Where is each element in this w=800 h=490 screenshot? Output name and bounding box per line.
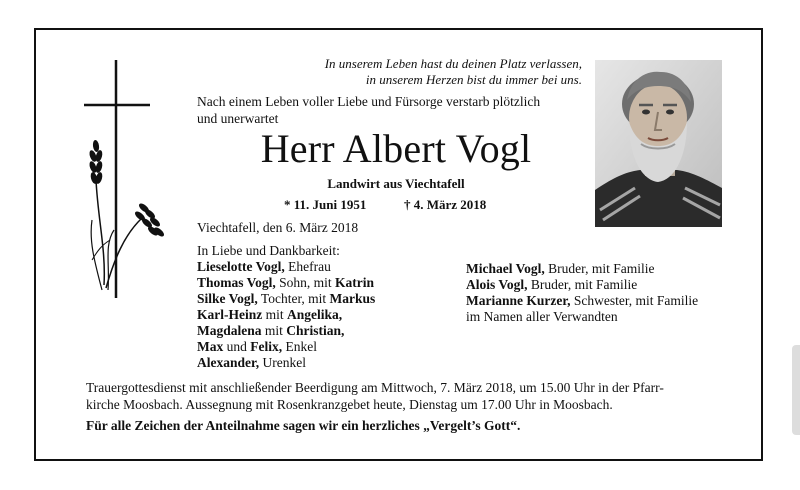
service-info xyxy=(86,379,722,413)
mourner-row xyxy=(197,275,375,291)
mourner-name: Lieselotte Vogl, xyxy=(197,259,285,274)
greeting: In Liebe und Dankbarkeit: xyxy=(197,243,340,258)
occupation: Landwirt aus Viechtafell xyxy=(327,176,465,191)
mourner-relation: Bruder, mit Familie xyxy=(544,261,655,276)
birth-date: * 11. Juni 1951 xyxy=(284,197,367,212)
mourner-name: Max xyxy=(197,339,224,354)
mourner-name: Alois Vogl, xyxy=(466,277,528,292)
deceased-name: Herr Albert Vogl xyxy=(260,126,532,171)
verse-line: In unserem Leben hast du deinen Platz verlassen, xyxy=(324,56,582,71)
death-date: † 4. März 2018 xyxy=(404,197,487,212)
mourner-row xyxy=(466,309,698,325)
mourners-right xyxy=(466,261,698,325)
mourners-left xyxy=(197,259,375,371)
mourner-relation: Schwester, mit Familie xyxy=(570,293,699,308)
mourner-name: Angelika, xyxy=(287,307,343,322)
service-line: Trauergottesdienst mit anschließender Beerdigung am Mittwoch, 7. März 2018, um 15.00 Uhr in der Pfarr- xyxy=(86,380,664,395)
mourner-row xyxy=(197,259,375,275)
obituary-notice xyxy=(34,28,763,461)
mourner-relation: Ehefrau xyxy=(284,259,331,274)
mourner-row xyxy=(197,339,375,355)
mourner-name: Felix, xyxy=(250,339,283,354)
verse-line: in unserem Herzen bist du immer bei uns. xyxy=(365,72,582,87)
mourner-relation: im Namen aller Verwandten xyxy=(466,309,618,324)
mourner-row xyxy=(466,293,698,309)
mourner-row xyxy=(197,323,375,339)
mourner-row xyxy=(466,261,698,277)
mourner-row xyxy=(197,291,375,307)
mourner-name: Silke Vogl, xyxy=(197,291,258,306)
service-line: kirche Moosbach. Aussegnung mit Rosenkranzgebet heute, Dienstag um 17.00 Uhr in Moosbach. xyxy=(86,397,613,412)
mourner-row xyxy=(197,307,375,323)
place-date: Viechtafell, den 6. März 2018 xyxy=(197,220,359,235)
scrollbar-edge[interactable] xyxy=(792,345,800,435)
intro-text xyxy=(197,93,597,127)
mourner-name: Katrin xyxy=(335,275,375,290)
intro-line: Nach einem Leben voller Liebe und Fürsorge verstarb plötzlich xyxy=(197,94,541,109)
mourner-name: Alexander, xyxy=(197,355,260,370)
mourner-name: Thomas Vogl, xyxy=(197,275,276,290)
mourner-relation: und xyxy=(223,339,251,354)
verse xyxy=(282,56,582,88)
mourner-relation: Sohn, mit xyxy=(275,275,336,290)
cross-with-wheat-icon xyxy=(84,60,164,300)
mourner-name: Michael Vogl, xyxy=(466,261,545,276)
mourner-name: Markus xyxy=(329,291,376,306)
mourner-name: Magdalena xyxy=(197,323,262,338)
mourner-relation: Tochter, mit xyxy=(257,291,330,306)
mourner-relation: Enkel xyxy=(282,339,317,354)
mourner-relation: Bruder, mit Familie xyxy=(527,277,638,292)
portrait-photo xyxy=(595,60,722,227)
thanks-line: Für alle Zeichen der Anteilnahme sagen wir ein herzliches „Vergelt’s Gott“. xyxy=(86,418,521,433)
mourner-row xyxy=(197,355,375,371)
mourner-name: Karl-Heinz xyxy=(197,307,263,322)
intro-line: und unerwartet xyxy=(197,111,279,126)
mourner-row xyxy=(466,277,698,293)
mourner-relation: Urenkel xyxy=(259,355,306,370)
mourner-name: Marianne Kurzer, xyxy=(466,293,571,308)
mourner-relation: mit xyxy=(262,307,287,322)
mourner-name: Christian, xyxy=(286,323,345,338)
mourner-relation: mit xyxy=(261,323,287,338)
